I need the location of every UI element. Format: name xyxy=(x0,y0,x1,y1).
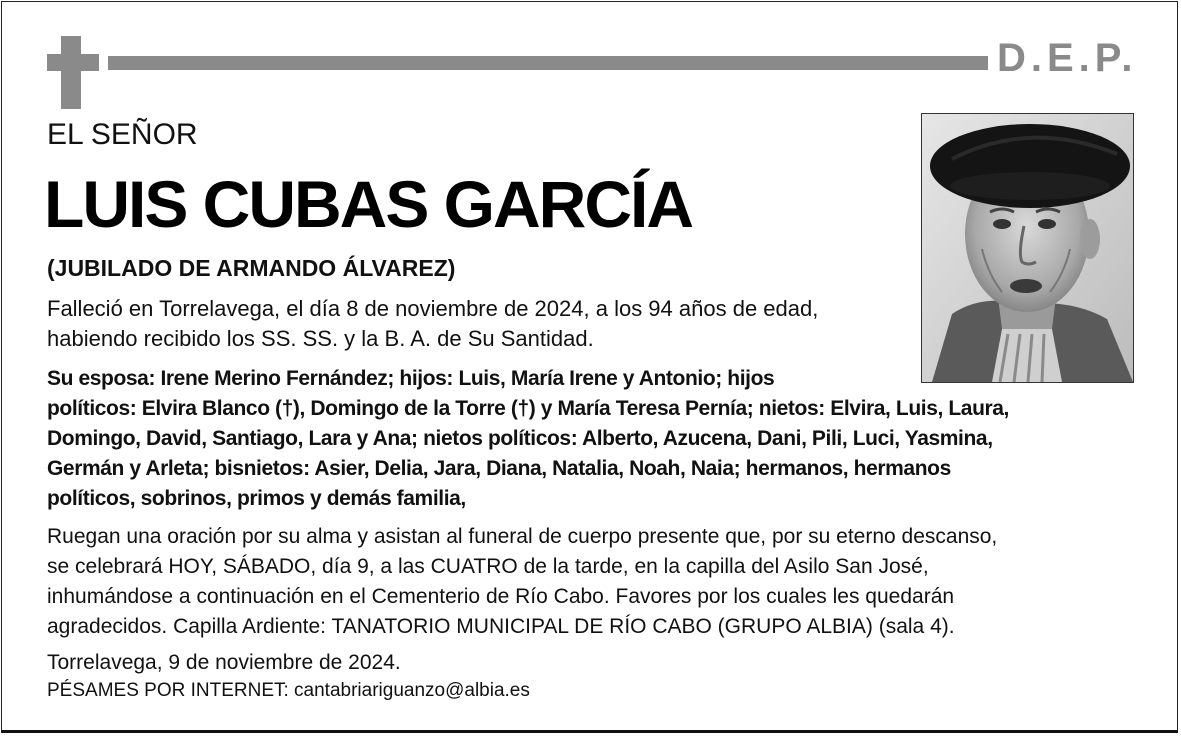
cross-icon-bar xyxy=(47,54,99,71)
funeral-line: inhumándose a continuación en el Cementerio de Río Cabo. Favores por los cuales les quedarán xyxy=(47,585,955,608)
funeral-line: se celebrará HOY, SÁBADO, día 9, a las CUATRO de la tarde, en la capilla del Asilo San José, xyxy=(47,555,929,578)
intro-line: habiendo recibido los SS. SS. y la B. A. de Su Santidad. xyxy=(47,326,594,351)
funeral-line: agradecidos. Capilla Ardiente: TANATORIO MUNICIPAL DE RÍO CABO (GRUPO ALBIA) (sala 4). xyxy=(47,615,955,638)
family-list xyxy=(47,364,1147,514)
cross-icon xyxy=(61,36,81,109)
family-line: Domingo, David, Santiago, Lara y Ana; nietos políticos: Alberto, Azucena, Dani, Pili, Luci, Yasmina, xyxy=(47,427,993,450)
family-line: Su esposa: Irene Merino Fernández; hijos: Luis, María Irene y Antonio; hijos xyxy=(47,367,775,390)
family-line: políticos, sobrinos, primos y demás familia, xyxy=(47,487,466,510)
dep-label: D.E.P. xyxy=(997,36,1138,80)
title-prefix: EL SEÑOR xyxy=(47,118,198,151)
portrait-image xyxy=(922,114,1133,382)
family-line: políticos: Elvira Blanco (†), Domingo de la Torre (†) y María Teresa Pernía; nietos: Elvira, Luis, Laura, xyxy=(47,397,1009,420)
funeral-line: Ruegan una oración por su alma y asistan al funeral de cuerpo presente que, por su eterno descanso, xyxy=(47,525,998,548)
funeral-details xyxy=(47,522,1157,642)
portrait-photo xyxy=(921,113,1134,383)
header-rule xyxy=(108,56,988,70)
deceased-name: LUIS CUBAS GARCÍA xyxy=(44,167,693,241)
intro-line: Falleció en Torrelavega, el día 8 de noviembre de 2024, a los 94 años de edad, xyxy=(47,296,819,321)
place-date: Torrelavega, 9 de noviembre de 2024. xyxy=(47,651,401,674)
death-notice xyxy=(47,294,907,354)
condolences-contact: PÉSAMES POR INTERNET: cantabriariguanzo@albia.es xyxy=(47,680,530,701)
family-line: Germán y Arleta; bisnietos: Asier, Delia, Jara, Diana, Natalia, Noah, Naia; hermanos, hermanos xyxy=(47,457,951,480)
deceased-occupation: (JUBILADO DE ARMANDO ÁLVAREZ) xyxy=(47,255,456,281)
